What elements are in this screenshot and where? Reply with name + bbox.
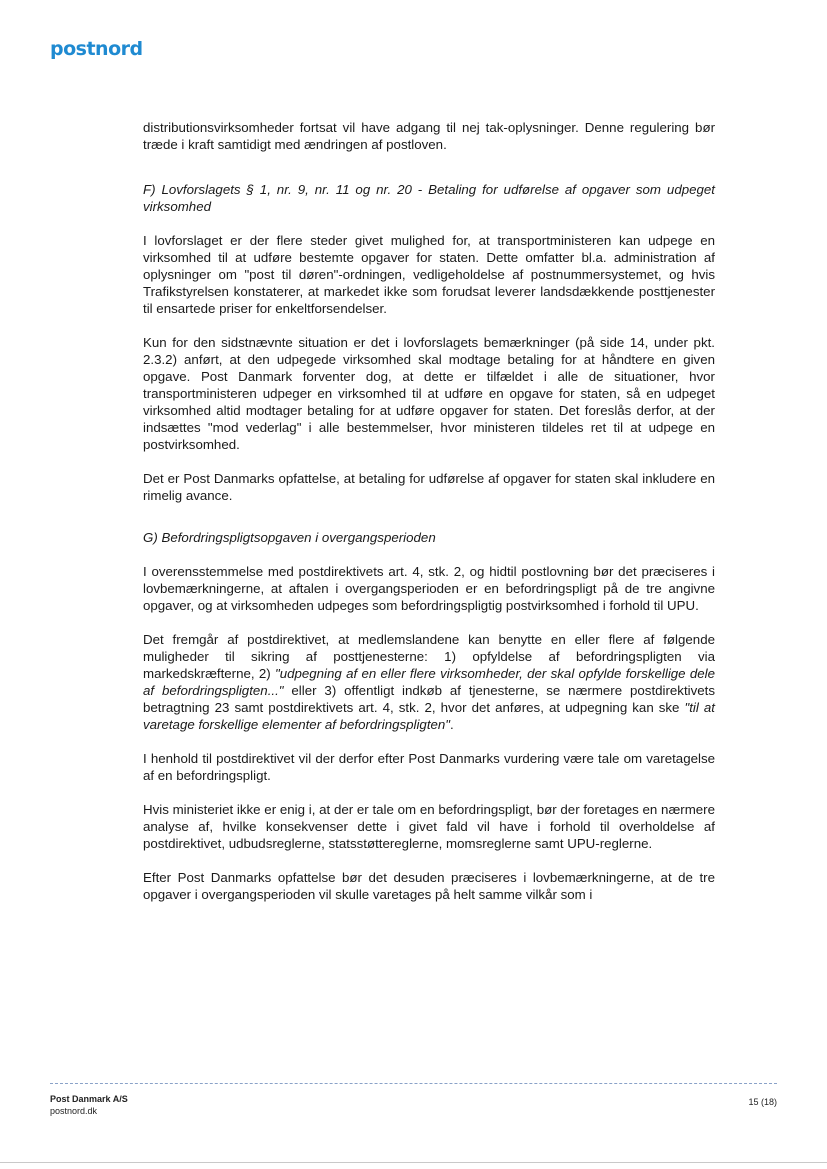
paragraph-6-text-c: eller 3) offentligt indkøb af tjenesterne, se nærmere postdirektivets betragtning 23 samt postdirektivets art. 4, stk. 2, hvor det anføres, at udpegning kan ske	[143, 683, 715, 715]
section-heading-f: F) Lovforslagets § 1, nr. 9, nr. 11 og nr. 20 - Betaling for udførelse af opgaver som udpeget virksomhed	[143, 182, 715, 214]
paragraph-6-text-a: Det fremgår af postdirektivet, at medlemslandene kan benytte en eller flere af følgende muligheder til sikring af posttjenesterne: 1) opfyldelse af befordringspligten via markedskræfterne, 2)	[143, 632, 715, 681]
paragraph-3: Kun for den sidstnævnte situation er det i lovforslagets bemærkninger (på side 14, under pkt. 2.3.2) anført, at den udpegede virksomhed skal modtage betaling for at håndtere en given opgave. Post Danmark forventer dog, at dette er tilfældet i alle de situationer, hvor transportministeren udpeger en virksomhed til at udføre en opgave for staten, så en udpeget virksomhed altid modtager betaling for at udføre opgaver for staten. Det foreslås derfor, at der indsættes "mod vederlag" i alle bestemmelser, hvor ministeren tildeles ret til at udpege en postvirksomhed.	[143, 335, 715, 452]
paragraph-6	[143, 631, 715, 733]
page-number: 15 (18)	[748, 1097, 777, 1107]
paragraph-6-quote-2: "til at varetage forskellige elementer af befordringspligten"	[143, 700, 715, 732]
footer-divider	[50, 1083, 777, 1084]
paragraph-9: Efter Post Danmarks opfattelse bør det desuden præciseres i lovbemærkningerne, at de tre opgaver i overgangsperioden vil skulle varetages på helt samme vilkår som i	[143, 870, 715, 902]
paragraph-7: I henhold til postdirektivet vil der derfor efter Post Danmarks vurdering være tale om varetagelse af en befordringspligt.	[143, 751, 715, 783]
paragraph-6-quote-1: "udpegning af en eller flere virksomheder, der skal opfylde forskellige dele af befordringspligten..."	[143, 666, 715, 698]
section-heading-g: G) Befordringspligtsopgaven i overgangsperioden	[143, 530, 436, 545]
footer-website: postnord.dk	[50, 1106, 98, 1116]
paragraph-5: I overensstemmelse med postdirektivets art. 4, stk. 2, og hidtil postlovning bør det præciseres i lovbemærkningerne, at aftalen i overgangsperioden er en befordringspligt på de tre angivne opgaver, og at virksomheden udpeges som befordringspligtig postvirksomhed i forhold til UPU.	[143, 564, 715, 613]
paragraph-1: distributionsvirksomheder fortsat vil have adgang til nej tak-oplysninger. Denne regulering bør træde i kraft samtidigt med ændringen af postloven.	[143, 120, 715, 152]
footer-company-name: Post Danmark A/S	[50, 1094, 128, 1104]
letter-body	[143, 119, 715, 920]
postnord-logo: postnord	[50, 38, 143, 60]
paragraph-2: I lovforslaget er der flere steder givet mulighed for, at transportministeren kan udpege en virksomhed til at udføre bestemte opgaver for staten. Dette omfatter bl.a. administration af oplysninger om "post til døren"-ordningen, vedligeholdelse af postnummersystemet, og hvis Trafikstyrelsen konstaterer, at markedet ikke som forudsat leverer landsdækkende posttjenester til ensartede priser for enkeltforsendelser.	[143, 233, 715, 316]
paragraph-6-text-e: .	[450, 717, 454, 732]
paragraph-8: Hvis ministeriet ikke er enig i, at der er tale om en befordringspligt, bør der foretages en nærmere analyse af, hvilke konsekvenser dette i givet fald vil have i forhold til overholdelse af postdirektivet, udbudsreglerne, statsstøttereglerne, momsreglerne samt UPU-reglerne.	[143, 802, 715, 851]
paragraph-4: Det er Post Danmarks opfattelse, at betaling for udførelse af opgaver for staten skal inkludere en rimelig avance.	[143, 471, 715, 503]
page-bottom-edge	[0, 1162, 827, 1163]
